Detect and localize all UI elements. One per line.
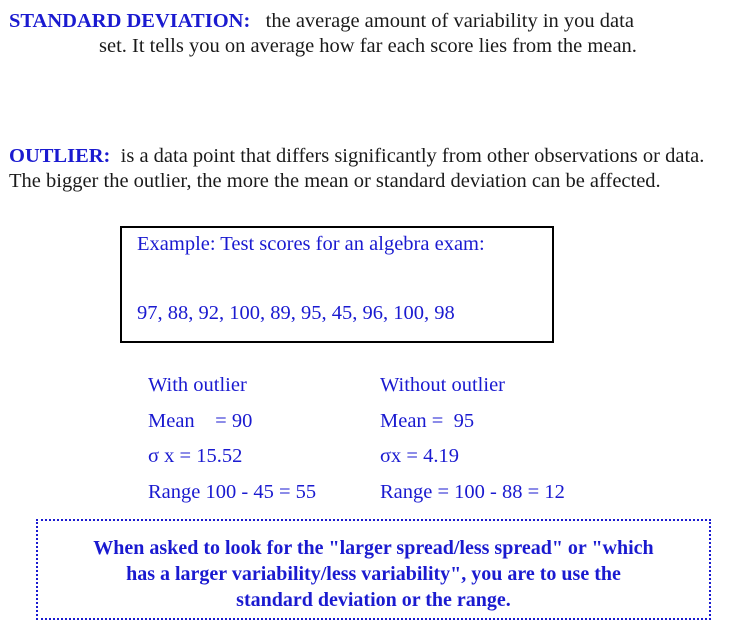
outlier-text: is a data point that differs significantly from other observations or data. The bigger the outlier, the more the mean or standard deviation can be affected. [9,145,705,192]
with-outlier-mean: Mean = 90 [148,409,253,432]
standard-deviation-text-line2: set. It tells you on average how far each score lies from the mean. [99,35,637,57]
note-line2: has a larger variability/less variability", you are to use the [126,563,621,585]
with-outlier-column [148,373,316,515]
standard-deviation-term: STANDARD DEVIATION: [9,10,251,32]
example-box [120,226,554,343]
without-outlier-heading: Without outlier [380,374,506,396]
without-outlier-mean: Mean = 95 [380,409,475,432]
standard-deviation-definition [9,9,724,59]
with-outlier-heading: With outlier [148,374,247,396]
with-outlier-sigma: σ x = 15.52 [148,445,243,467]
without-outlier-column [380,373,565,515]
without-outlier-sigma: σx = 4.19 [380,445,459,467]
outlier-definition [9,144,724,194]
with-outlier-range: Range 100 - 45 = 55 [148,480,317,503]
note-text [38,535,709,613]
example-title: Example: Test scores for an algebra exam: [137,233,485,255]
note-line1: When asked to look for the "larger spread/less spread" or "which [93,537,654,559]
without-outlier-range: Range = 100 - 88 = 12 [380,480,565,503]
example-scores: 97, 88, 92, 100, 89, 95, 45, 96, 100, 98 [137,302,455,324]
standard-deviation-text-line1: the average amount of variability in you data [265,10,634,32]
note-box [36,519,711,620]
note-line3: standard deviation or the range. [236,589,511,611]
outlier-term: OUTLIER: [9,145,111,167]
